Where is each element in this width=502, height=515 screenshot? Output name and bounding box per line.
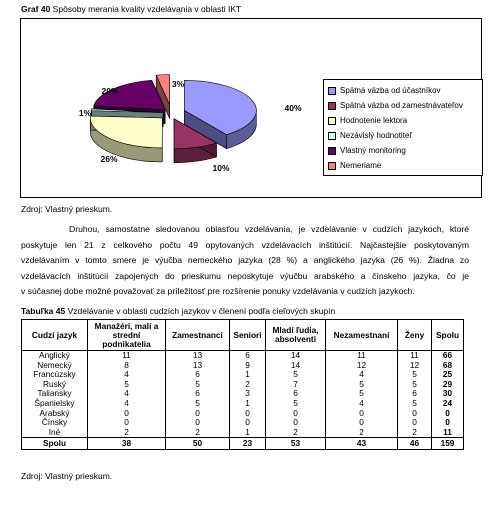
table-cell: 12 <box>326 361 398 371</box>
table-caption <box>21 306 335 316</box>
table-cell: 0 <box>166 418 230 428</box>
table-cell: 5 <box>88 380 166 390</box>
table-cell: 11 <box>326 351 398 361</box>
legend-swatch <box>328 102 336 110</box>
column-header: Nezamestnaní <box>326 320 398 351</box>
column-header: Manažéri, malí a strední podnikatelia <box>88 320 166 351</box>
total-cell: 23 <box>230 438 266 450</box>
table-cell: 6 <box>166 389 230 399</box>
table-row <box>22 370 464 380</box>
legend-label: Spätná väzba od zamestnávateľov <box>340 101 463 110</box>
table-cell: 7 <box>266 380 326 390</box>
body-paragraph <box>21 222 469 300</box>
table-cell: 0 <box>88 409 166 419</box>
table-cell: 5 <box>266 370 326 380</box>
legend-label: Spätná väzba od účastníkov <box>340 86 441 95</box>
legend-item <box>328 98 478 113</box>
slice-value-label: 26% <box>100 154 118 164</box>
row-label: Arabský <box>22 409 88 419</box>
table-header-row <box>22 320 464 351</box>
legend-label: Vlastný monitoring <box>340 146 406 155</box>
legend-item <box>328 113 478 128</box>
legend-swatch <box>328 162 336 170</box>
table-caption-text: Vzdelávanie v oblasti cudzích jazykov v členení podľa cieľových skupín <box>67 306 336 316</box>
legend-label: Nemeriame <box>340 161 382 170</box>
column-header: Cudzí jazyk <box>22 320 88 351</box>
table-cell: 66 <box>432 351 464 361</box>
table-cell: 25 <box>432 370 464 380</box>
paragraph-line: poskytuje len 21 z celkového počtu 49 opytovaných vzdelávacích inštitúcií. Najčastejšie poskytovaným <box>21 239 469 250</box>
table-cell: 12 <box>398 361 432 371</box>
row-label: Iné <box>22 428 88 438</box>
table-cell: 6 <box>166 370 230 380</box>
table-cell: 24 <box>432 399 464 409</box>
table-cell: 1 <box>230 370 266 380</box>
total-cell: 38 <box>88 438 166 450</box>
table-cell: 4 <box>326 370 398 380</box>
paragraph-line: vzdelávacích inštitúcií zapojených do prieskumu neposkytuje výučbu arabského a čínskeho jazyka, čo je <box>21 270 469 281</box>
slice-value-label: 3% <box>171 79 185 89</box>
legend-swatch <box>328 87 336 95</box>
table-cell: 3 <box>230 389 266 399</box>
row-label: Nemecký <box>22 361 88 371</box>
paragraph-line: v súčasnej dobe možné považovať za príležitosť pre rozšírenie ponuky vzdelávania v cudzích jazykoch. <box>21 286 415 297</box>
row-label: Ruský <box>22 380 88 390</box>
table-cell: 0 <box>266 409 326 419</box>
table-row <box>22 399 464 409</box>
chart-caption-text: Spôsoby merania kvality vzdelávania v oblasti IKT <box>52 4 242 14</box>
legend-label: Nezávislý hodnotiteľ <box>340 131 412 140</box>
table-cell: 2 <box>88 428 166 438</box>
table-cell: 6 <box>398 389 432 399</box>
table-cell: 29 <box>432 380 464 390</box>
table-cell: 5 <box>398 399 432 409</box>
chart-caption-prefix: Graf 40 <box>21 4 51 14</box>
table-row <box>22 418 464 428</box>
table-row <box>22 361 464 371</box>
table-cell: 2 <box>266 428 326 438</box>
paragraph-line: Druhou, samostatne sledovanou oblasťou vzdelávania, je vzdelávanie v cudzích jazykoch, ktoré <box>69 224 469 234</box>
language-table <box>21 319 464 450</box>
table-cell: 14 <box>266 351 326 361</box>
table-cell: 14 <box>266 361 326 371</box>
table-cell: 2 <box>326 428 398 438</box>
legend-swatch <box>328 117 336 125</box>
table-cell: 2 <box>166 428 230 438</box>
slice-value-label: 1% <box>78 108 92 118</box>
chart-source: Zdroj: Vlastný prieskum. <box>21 204 113 214</box>
legend-label: Hodnotenie lektora <box>340 116 408 125</box>
column-header: Mladí ľudia, absolventi <box>266 320 326 351</box>
legend-swatch <box>328 147 336 155</box>
row-label: Čínsky <box>22 418 88 428</box>
column-header: Ženy <box>398 320 432 351</box>
total-label: Spolu <box>22 438 88 450</box>
column-header: Spolu <box>432 320 464 351</box>
table-cell: 11 <box>398 351 432 361</box>
table-cell: 0 <box>326 409 398 419</box>
table-cell: 0 <box>230 409 266 419</box>
paragraph-line: vzdelávaním v tomto smere je výučba nemeckého jazyka (28 %) a anglického jazyka (26 %). Žiadna zo <box>21 255 469 266</box>
row-label: Taliansky <box>22 389 88 399</box>
table-cell: 4 <box>326 399 398 409</box>
table-cell: 4 <box>88 389 166 399</box>
total-cell: 53 <box>266 438 326 450</box>
legend-swatch <box>328 132 336 140</box>
table-cell: 4 <box>88 370 166 380</box>
table-cell: 0 <box>398 418 432 428</box>
table-cell: 2 <box>230 380 266 390</box>
table-cell: 11 <box>432 428 464 438</box>
table-cell: 0 <box>166 409 230 419</box>
table-cell: 0 <box>266 418 326 428</box>
table-row <box>22 409 464 419</box>
total-cell: 46 <box>398 438 432 450</box>
table-row <box>22 428 464 438</box>
table-body <box>22 351 464 438</box>
column-header: Seniori <box>230 320 266 351</box>
legend-item <box>328 83 478 98</box>
pie-chart-frame <box>20 18 482 198</box>
table-total-row <box>22 438 464 450</box>
total-cell: 159 <box>432 438 464 450</box>
table-cell: 5 <box>166 380 230 390</box>
table-cell: 6 <box>230 351 266 361</box>
table-cell: 0 <box>432 418 464 428</box>
chart-legend <box>323 79 483 176</box>
table-cell: 0 <box>88 418 166 428</box>
table-cell: 5 <box>266 399 326 409</box>
legend-item <box>328 158 478 173</box>
table-cell: 0 <box>432 409 464 419</box>
column-header: Zamestnanci <box>166 320 230 351</box>
total-cell: 50 <box>166 438 230 450</box>
slice-value-label: 40% <box>284 103 302 113</box>
table-cell: 6 <box>266 389 326 399</box>
table-cell: 1 <box>230 428 266 438</box>
row-label: Španielsky <box>22 399 88 409</box>
table-cell: 13 <box>166 351 230 361</box>
legend-item <box>328 128 478 143</box>
table-row <box>22 351 464 361</box>
table-cell: 0 <box>230 418 266 428</box>
table-cell: 1 <box>230 399 266 409</box>
row-label: Anglický <box>22 351 88 361</box>
slice-value-label: 20% <box>101 86 119 96</box>
total-cell: 43 <box>326 438 398 450</box>
table-cell: 4 <box>88 399 166 409</box>
table-cell: 11 <box>88 351 166 361</box>
table-row <box>22 389 464 399</box>
table-cell: 8 <box>88 361 166 371</box>
table-source: Zdroj: Vlastný prieskum. <box>21 471 113 481</box>
table-cell: 0 <box>398 409 432 419</box>
table-cell: 5 <box>326 389 398 399</box>
table-cell: 5 <box>398 380 432 390</box>
chart-caption <box>21 4 241 14</box>
table-cell: 5 <box>398 370 432 380</box>
table-row <box>22 380 464 390</box>
table-cell: 30 <box>432 389 464 399</box>
table-cell: 9 <box>230 361 266 371</box>
table-cell: 5 <box>326 380 398 390</box>
legend-item <box>328 143 478 158</box>
table-caption-prefix: Tabuľka 45 <box>21 306 66 316</box>
slice-value-label: 10% <box>212 163 230 173</box>
row-label: Francúzsky <box>22 370 88 380</box>
table-cell: 0 <box>326 418 398 428</box>
table-cell: 5 <box>166 399 230 409</box>
table-cell: 13 <box>166 361 230 371</box>
table-cell: 68 <box>432 361 464 371</box>
table-cell: 2 <box>398 428 432 438</box>
